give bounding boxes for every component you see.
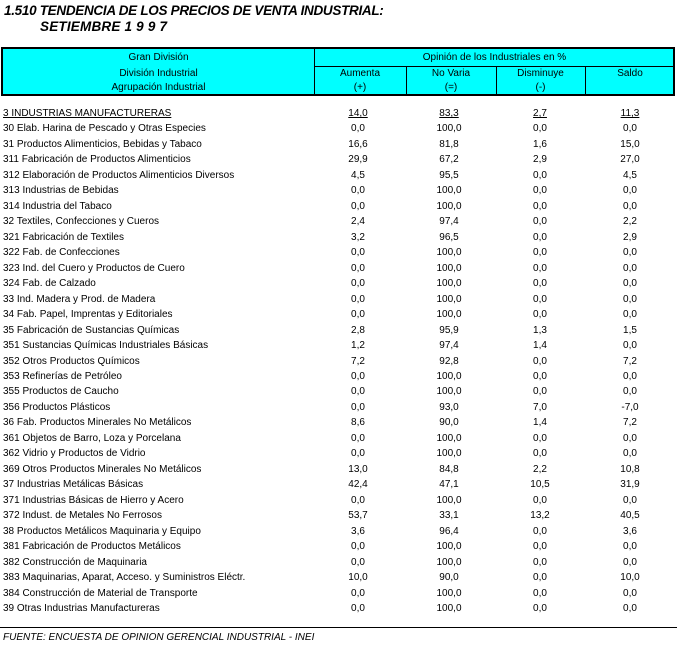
- header-gran-division: Gran División: [128, 52, 189, 63]
- no-varia-value: 100,0: [436, 587, 462, 599]
- saldo-value: 0,0: [623, 370, 637, 382]
- row-label: 351 Sustancias Químicas Industriales Básicas: [3, 340, 209, 352]
- no-varia-value: 100,0: [436, 541, 462, 553]
- row-label: 372 Indust. de Metales No Ferrosos: [3, 510, 162, 522]
- aumenta-value: 0,0: [351, 185, 365, 197]
- row-label: 38 Productos Metálicos Maquinaria y Equipo: [3, 525, 201, 537]
- row-label: 321 Fabricación de Textiles: [3, 231, 124, 243]
- row-label: 324 Fab. de Calzado: [3, 278, 96, 290]
- table-row: [3, 154, 675, 169]
- saldo-value: 0,0: [623, 541, 637, 553]
- no-varia-value: 93,0: [439, 401, 459, 413]
- disminuye-value: 0,0: [533, 355, 547, 367]
- no-varia-value: 100,0: [436, 293, 462, 305]
- row-label: 323 Ind. del Cuero y Productos de Cuero: [3, 262, 185, 274]
- disminuye-value: 1,4: [533, 417, 547, 429]
- disminuye-value: 2,9: [533, 154, 547, 166]
- row-label: 369 Otros Productos Minerales No Metálicos: [3, 463, 202, 475]
- disminuye-value: 0,0: [533, 572, 547, 584]
- disminuye-value: 0,0: [533, 525, 547, 537]
- saldo-value: 0,0: [623, 309, 637, 321]
- table-title: 1.510 TENDENCIA DE LOS PRECIOS DE VENTA INDUSTRIAL:: [4, 3, 384, 18]
- saldo-value: 0,0: [623, 247, 637, 259]
- saldo-value: 0,0: [623, 587, 637, 599]
- disminuye-value: 1,6: [533, 138, 547, 150]
- saldo-value: 0,0: [623, 262, 637, 274]
- table-subtitle: SETIEMBRE 1 9 9 7: [40, 19, 168, 34]
- no-varia-value: 33,1: [439, 510, 459, 522]
- saldo-value: 0,0: [623, 293, 637, 305]
- header-agrupacion-industrial: Agrupación Industrial: [111, 82, 206, 93]
- row-label: 371 Industrias Básicas de Hierro y Acero: [3, 494, 184, 506]
- no-varia-value: 67,2: [439, 154, 459, 166]
- saldo-value: 0,0: [623, 123, 637, 135]
- no-varia-value: 100,0: [436, 278, 462, 290]
- saldo-value: 1,5: [623, 324, 637, 336]
- row-label: 31 Productos Alimenticios, Bebidas y Tabaco: [3, 138, 202, 150]
- disminuye-value: 0,0: [533, 309, 547, 321]
- header-division-industrial: División Industrial: [119, 68, 198, 79]
- no-varia-value: 100,0: [436, 386, 462, 398]
- row-label: 353 Refinerías de Petróleo: [3, 370, 122, 382]
- disminuye-value: 10,5: [530, 479, 550, 491]
- aumenta-value: 7,2: [351, 355, 365, 367]
- disminuye-value: 2,7: [533, 108, 547, 119]
- row-label: 313 Industrias de Bebidas: [3, 185, 119, 197]
- header-disminuye-sign: (-): [535, 82, 546, 93]
- table-row: [3, 263, 675, 278]
- disminuye-value: 0,0: [533, 587, 547, 599]
- disminuye-value: 1,4: [533, 340, 547, 352]
- table-row: [3, 340, 675, 355]
- aumenta-value: 0,0: [351, 293, 365, 305]
- aumenta-value: 0,0: [351, 386, 365, 398]
- saldo-value: -7,0: [621, 401, 639, 413]
- disminuye-value: 2,2: [533, 463, 547, 475]
- table-row: [3, 309, 675, 324]
- disminuye-value: 7,0: [533, 401, 547, 413]
- saldo-value: 0,0: [623, 432, 637, 444]
- aumenta-value: 0,0: [351, 603, 365, 615]
- aumenta-value: 0,0: [351, 309, 365, 321]
- no-varia-value: 96,5: [439, 231, 459, 243]
- saldo-value: 7,2: [623, 417, 637, 429]
- row-label: 383 Maquinarias, Aparat, Acceso. y Suministros Eléctr.: [3, 572, 246, 584]
- row-label: 32 Textiles, Confecciones y Cueros: [3, 216, 160, 228]
- row-label: 362 Vidrio y Productos de Vidrio: [3, 448, 146, 460]
- header-saldo: Saldo: [617, 68, 643, 79]
- aumenta-value: 2,8: [351, 324, 365, 336]
- table-header: [1, 47, 675, 96]
- table-row: [3, 123, 675, 138]
- row-label: 384 Construcción de Material de Transporte: [3, 587, 198, 599]
- saldo-value: 10,8: [620, 463, 640, 475]
- aumenta-value: 0,0: [351, 556, 365, 568]
- row-label: 381 Fabricación de Productos Metálicos: [3, 541, 181, 553]
- saldo-value: 10,0: [620, 572, 640, 584]
- disminuye-value: 1,3: [533, 324, 547, 336]
- saldo-value: 0,0: [623, 278, 637, 290]
- aumenta-value: 29,9: [348, 154, 368, 166]
- aumenta-value: 8,6: [351, 417, 365, 429]
- table-row: [3, 356, 675, 371]
- header-aumenta: Aumenta: [339, 68, 381, 79]
- disminuye-value: 0,0: [533, 247, 547, 259]
- table-row: [3, 572, 675, 587]
- row-label: 35 Fabricación de Sustancias Químicas: [3, 324, 180, 336]
- row-label: 361 Objetos de Barro, Loza y Porcelana: [3, 432, 181, 444]
- no-varia-value: 92,8: [439, 355, 459, 367]
- disminuye-value: 0,0: [533, 123, 547, 135]
- no-varia-value: 100,0: [436, 200, 462, 212]
- aumenta-value: 0,0: [351, 262, 365, 274]
- row-label: 30 Elab. Harina de Pescado y Otras Especies: [3, 123, 206, 135]
- table-row: [3, 185, 675, 200]
- header-disminuye: Disminuye: [517, 68, 564, 79]
- row-label: 314 Industria del Tabaco: [3, 200, 112, 212]
- table-row: [3, 325, 675, 340]
- aumenta-value: 0,0: [351, 123, 365, 135]
- row-label: 34 Fab. Papel, Imprentas y Editoriales: [3, 309, 173, 321]
- saldo-value: 0,0: [623, 386, 637, 398]
- table-row: [3, 417, 675, 432]
- disminuye-value: 0,0: [533, 200, 547, 212]
- table-row: [3, 541, 675, 556]
- aumenta-value: 0,0: [351, 247, 365, 259]
- row-label: 36 Fab. Productos Minerales No Metálicos: [3, 417, 192, 429]
- table-row: [3, 557, 675, 572]
- table-row: [3, 479, 675, 494]
- saldo-value: 0,0: [623, 556, 637, 568]
- table-row: [3, 371, 675, 386]
- no-varia-value: 84,8: [439, 463, 459, 475]
- aumenta-value: 13,0: [348, 463, 368, 475]
- aumenta-value: 53,7: [348, 510, 368, 522]
- no-varia-value: 100,0: [436, 432, 462, 444]
- aumenta-value: 3,6: [351, 525, 365, 537]
- aumenta-value: 3,2: [351, 231, 365, 243]
- aumenta-value: 42,4: [348, 479, 368, 491]
- table-row: [3, 170, 675, 185]
- saldo-value: 3,6: [623, 525, 637, 537]
- aumenta-value: 0,0: [351, 432, 365, 444]
- no-varia-value: 97,4: [439, 216, 459, 228]
- row-label: 322 Fab. de Confecciones: [3, 247, 120, 259]
- row-label: 312 Elaboración de Productos Alimenticios Diversos: [3, 169, 235, 181]
- aumenta-value: 10,0: [348, 572, 368, 584]
- no-varia-value: 100,0: [436, 448, 462, 460]
- saldo-value: 2,2: [623, 216, 637, 228]
- no-varia-value: 96,4: [439, 525, 459, 537]
- no-varia-value: 100,0: [436, 123, 462, 135]
- disminuye-value: 0,0: [533, 386, 547, 398]
- no-varia-value: 90,0: [439, 572, 459, 584]
- disminuye-value: 0,0: [533, 370, 547, 382]
- no-varia-value: 100,0: [436, 603, 462, 615]
- table-row: [3, 526, 675, 541]
- disminuye-value: 0,0: [533, 448, 547, 460]
- saldo-value: 0,0: [623, 185, 637, 197]
- aumenta-value: 4,5: [351, 169, 365, 181]
- table-row: [3, 201, 675, 216]
- no-varia-value: 90,0: [439, 417, 459, 429]
- aumenta-value: 0,0: [351, 541, 365, 553]
- disminuye-value: 0,0: [533, 494, 547, 506]
- aumenta-value: 0,0: [351, 370, 365, 382]
- disminuye-value: 0,0: [533, 293, 547, 305]
- header-opinion-group: Opinión de los Industriales en %: [422, 52, 567, 63]
- no-varia-value: 100,0: [436, 262, 462, 274]
- no-varia-value: 100,0: [436, 247, 462, 259]
- no-varia-value: 100,0: [436, 556, 462, 568]
- disminuye-value: 13,2: [530, 510, 550, 522]
- row-label: 382 Construcción de Maquinaria: [3, 556, 147, 568]
- row-label: 33 Ind. Madera y Prod. de Madera: [3, 293, 156, 305]
- row-label: 356 Productos Plásticos: [3, 401, 111, 413]
- saldo-value: 4,5: [623, 169, 637, 181]
- saldo-value: 0,0: [623, 494, 637, 506]
- header-no-varia: No Varia: [431, 68, 471, 79]
- saldo-value: 31,9: [620, 479, 640, 491]
- header-aumenta-sign: (+): [353, 82, 367, 93]
- table-row: [3, 464, 675, 479]
- no-varia-value: 100,0: [436, 185, 462, 197]
- table-row: [3, 386, 675, 401]
- aumenta-value: 16,6: [348, 138, 368, 150]
- aumenta-value: 0,0: [351, 278, 365, 290]
- row-label: 355 Productos de Caucho: [3, 386, 119, 398]
- saldo-value: 11,3: [620, 108, 640, 119]
- aumenta-value: 14,0: [348, 108, 368, 119]
- aumenta-value: 0,0: [351, 448, 365, 460]
- no-varia-value: 95,5: [439, 169, 459, 181]
- disminuye-value: 0,0: [533, 262, 547, 274]
- table-row: [3, 294, 675, 309]
- divider: [314, 66, 675, 67]
- row-label: 3 INDUSTRIAS MANUFACTURERAS: [3, 108, 172, 119]
- header-no-varia-sign: (=): [444, 82, 458, 93]
- saldo-value: 0,0: [623, 448, 637, 460]
- disminuye-value: 0,0: [533, 169, 547, 181]
- footer-divider: [0, 627, 677, 628]
- saldo-value: 40,5: [620, 510, 640, 522]
- row-label: 311 Fabricación de Productos Alimenticios: [3, 154, 191, 166]
- no-varia-value: 97,4: [439, 340, 459, 352]
- source-note: FUENTE: ENCUESTA DE OPINION GERENCIAL INDUSTRIAL - INEI: [3, 632, 315, 643]
- row-label: 37 Industrias Metálicas Básicas: [3, 479, 144, 491]
- table-row: [3, 603, 675, 618]
- table-row: [3, 495, 675, 510]
- no-varia-value: 100,0: [436, 370, 462, 382]
- table-row: [3, 510, 675, 525]
- table-row-total: [3, 108, 675, 123]
- no-varia-value: 100,0: [436, 494, 462, 506]
- disminuye-value: 0,0: [533, 556, 547, 568]
- disminuye-value: 0,0: [533, 541, 547, 553]
- table-row: [3, 433, 675, 448]
- table-row: [3, 247, 675, 262]
- aumenta-value: 0,0: [351, 401, 365, 413]
- table-row: [3, 278, 675, 293]
- table-row: [3, 448, 675, 463]
- no-varia-value: 83,3: [439, 108, 459, 119]
- table-row: [3, 216, 675, 231]
- saldo-value: 7,2: [623, 355, 637, 367]
- table-row: [3, 139, 675, 154]
- disminuye-value: 0,0: [533, 603, 547, 615]
- aumenta-value: 2,4: [351, 216, 365, 228]
- aumenta-value: 1,2: [351, 340, 365, 352]
- disminuye-value: 0,0: [533, 231, 547, 243]
- saldo-value: 2,9: [623, 231, 637, 243]
- disminuye-value: 0,0: [533, 185, 547, 197]
- no-varia-value: 47,1: [439, 479, 459, 491]
- row-label: 39 Otras Industrias Manufactureras: [3, 603, 160, 615]
- no-varia-value: 95,9: [439, 324, 459, 336]
- table-row: [3, 232, 675, 247]
- table-row: [3, 588, 675, 603]
- saldo-value: 15,0: [620, 138, 640, 150]
- disminuye-value: 0,0: [533, 278, 547, 290]
- aumenta-value: 0,0: [351, 587, 365, 599]
- aumenta-value: 0,0: [351, 200, 365, 212]
- disminuye-value: 0,0: [533, 432, 547, 444]
- saldo-value: 0,0: [623, 200, 637, 212]
- disminuye-value: 0,0: [533, 216, 547, 228]
- table-row: [3, 402, 675, 417]
- no-varia-value: 81,8: [439, 138, 459, 150]
- row-label: 352 Otros Productos Químicos: [3, 355, 140, 367]
- saldo-value: 0,0: [623, 340, 637, 352]
- saldo-value: 0,0: [623, 603, 637, 615]
- aumenta-value: 0,0: [351, 494, 365, 506]
- no-varia-value: 100,0: [436, 309, 462, 321]
- saldo-value: 27,0: [620, 154, 640, 166]
